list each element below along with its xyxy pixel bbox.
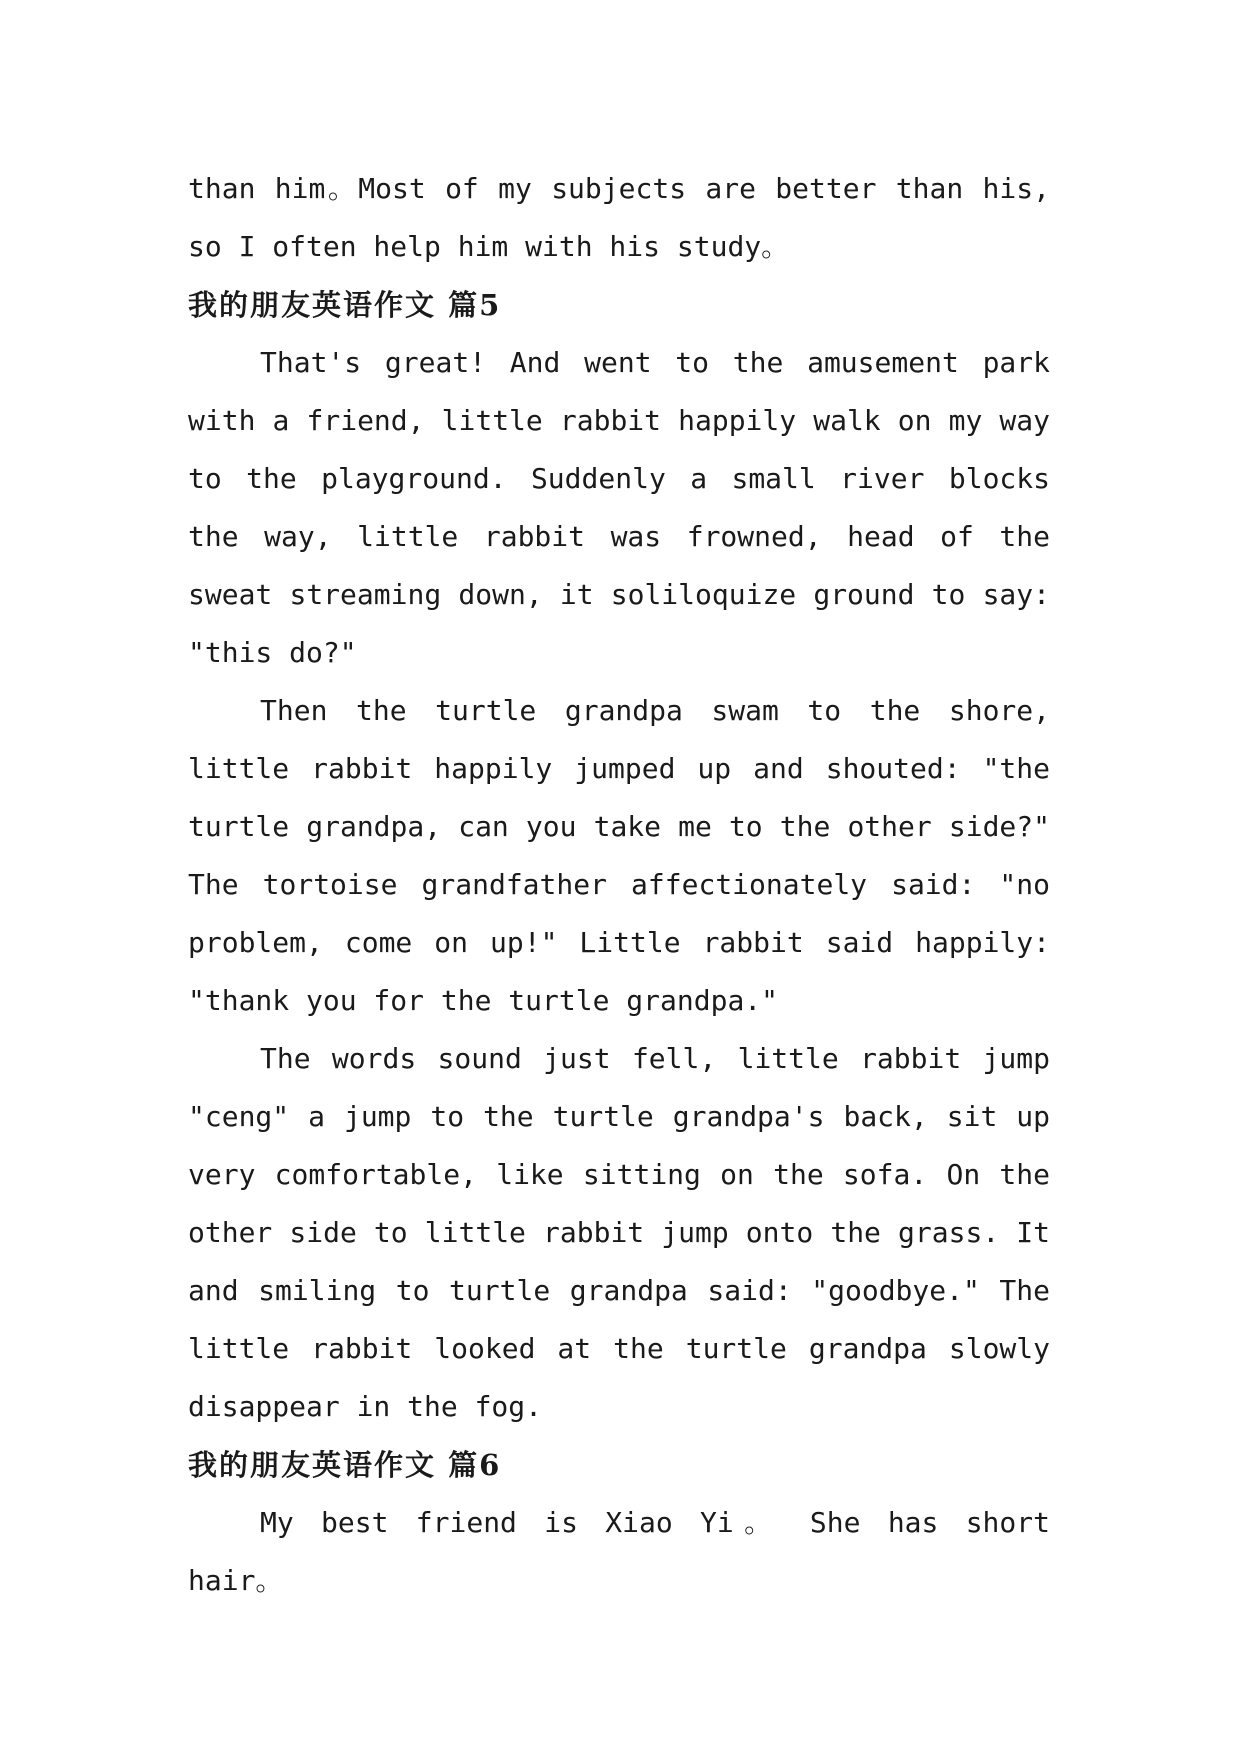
section-heading-6: 我的朋友英语作文 篇6 [188, 1448, 502, 1482]
paragraph-amusement-park: That's great! And went to the amusement park with a friend, little rabbit happily walk on my way to the playground. Suddenly a small river blocks the way, little rabbit was frowned, head of the sweat streaming down, it soliloquize ground to say: "this do?" [188, 346, 1050, 669]
paragraph-jump: The words sound just fell, little rabbit jump "ceng" a jump to the turtle grandpa's back, sit up very comfortable, like sitting on the sofa. On the other side to little rabbit jump onto the grass. It and smiling to turtle grandpa said: "goodbye." The little rabbit looked at the turtle grandpa slowly disappear in the fog. [188, 1042, 1050, 1423]
paragraph-continuation: than him。Most of my subjects are better than his, so I often help him with his study。 [188, 172, 1050, 263]
paragraph-best-friend: My best friend is Xiao Yi。 She has short hair。 [188, 1506, 1050, 1597]
paragraph-turtle-grandpa: Then the turtle grandpa swam to the shore, little rabbit happily jumped up and shouted: "the turtle grandpa, can you take me to the other side?" The tortoise grandfather affectionately said: "no problem, come on up!" Little rabbit said happily: "thank you for the turtle grandpa." [188, 694, 1050, 1017]
document-page [188, 160, 1050, 1610]
section-heading-5: 我的朋友英语作文 篇5 [188, 288, 502, 322]
